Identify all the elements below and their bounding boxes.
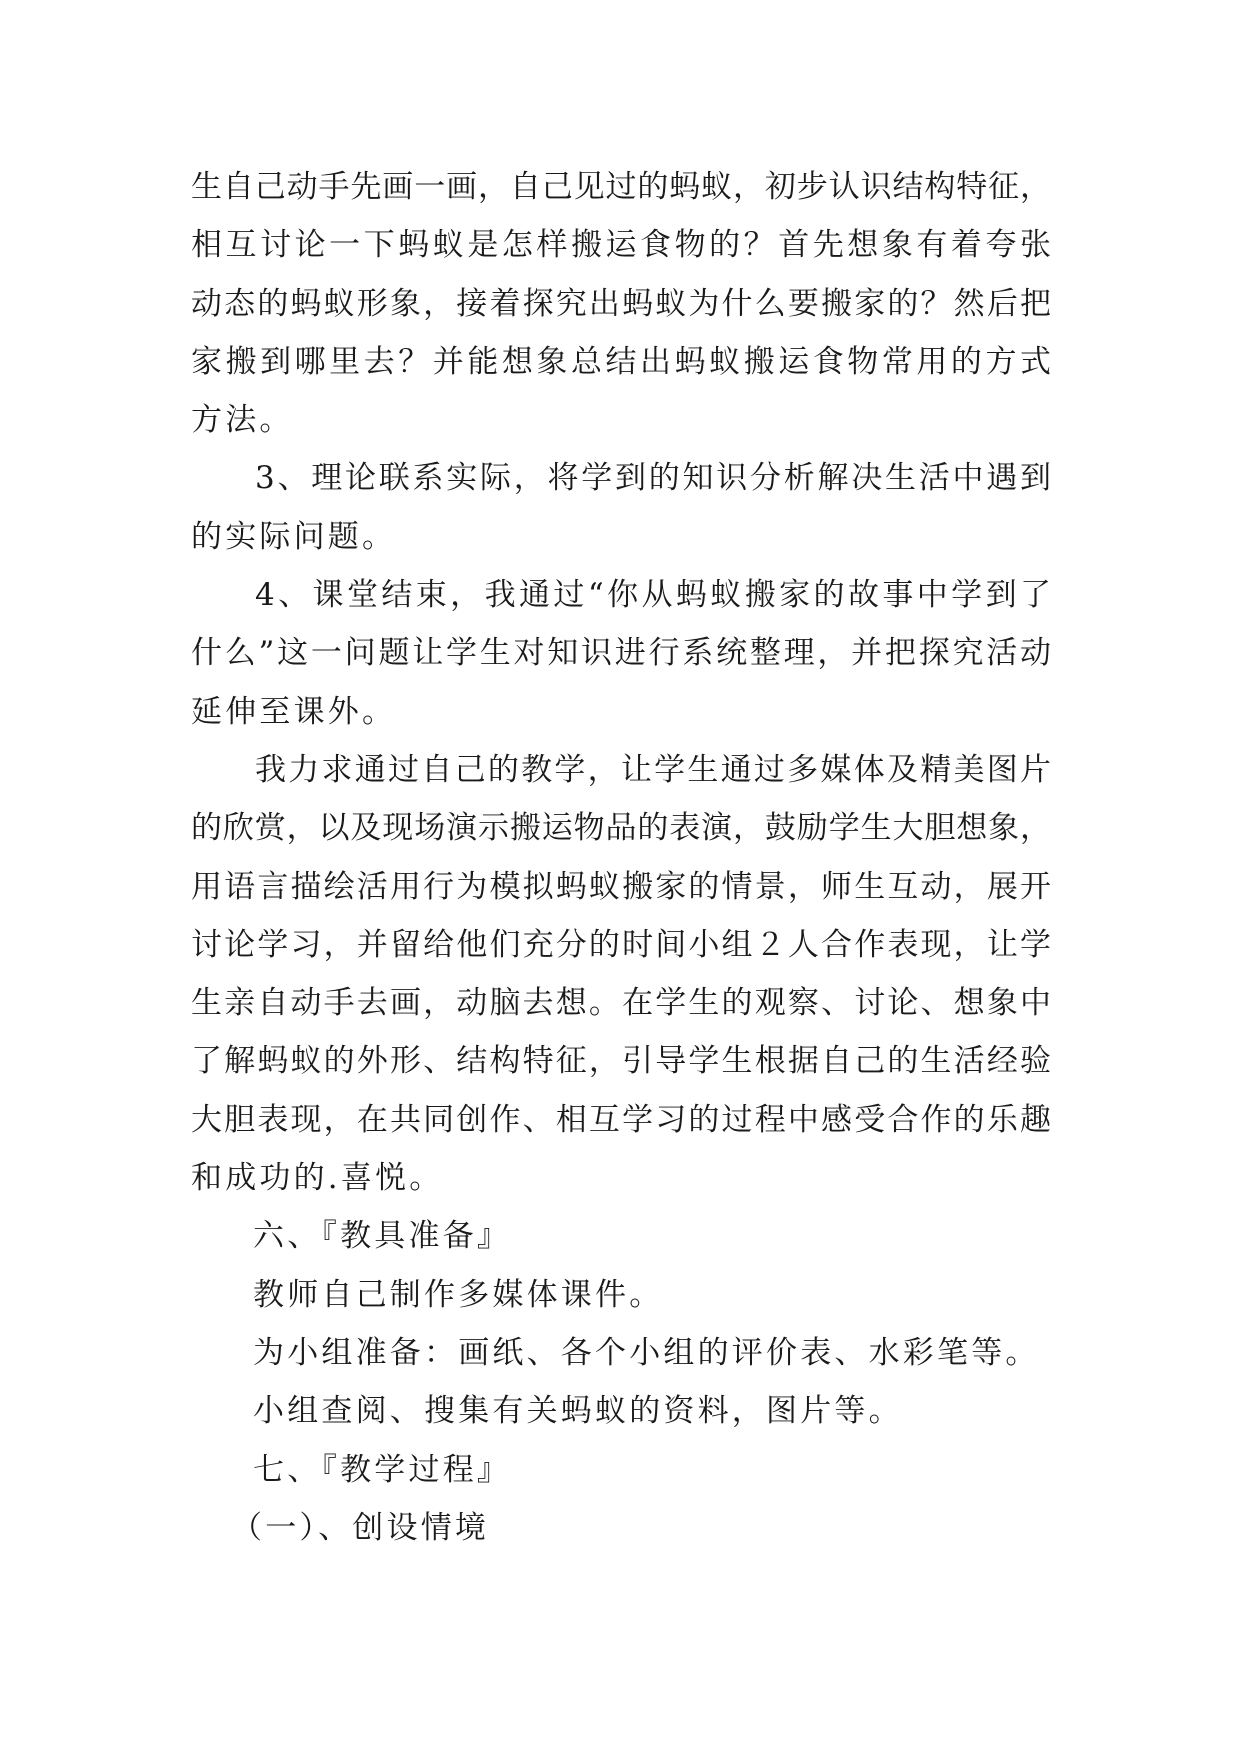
document-body (191, 158, 1051, 1557)
section-heading: 六、『教具准备』 (253, 1218, 512, 1255)
text-line: 的实际问题。 (191, 518, 397, 555)
list-item: 为小组准备：画纸、各个小组的评价表、水彩笔等。 (253, 1334, 1040, 1371)
paragraph-p2 (191, 449, 1051, 566)
text-line: 生自己动手先画一画，自己见过的蚂蚁，初步认识结构特征， (191, 169, 1051, 205)
text-line: 用语言描绘活用行为模拟蚂蚁搬家的情景，师生互动，展开 (191, 868, 1051, 905)
text-line: 3、理论联系实际，将学到的知识分析解决生活中遇到 (255, 460, 1051, 497)
text-line: 讨论学习，并留给他们充分的时间小组２人合作表现，让学 (191, 926, 1051, 963)
text-line: 4、课堂结束，我通过“你从蚂蚁搬家的故事中学到了 (255, 577, 1051, 614)
text-line: 的欣赏，以及现场演示搬运物品的表演，鼓励学生大胆想象， (191, 810, 1051, 847)
section-heading: 七、『教学过程』 (253, 1451, 512, 1488)
text-line: 家搬到哪里去？并能想象总结出蚂蚁搬运食物常用的方式 (191, 343, 1051, 380)
paragraph-p3 (191, 566, 1051, 741)
subsection-heading: （一）、创设情境 (231, 1509, 490, 1546)
section-teaching-process (191, 1441, 1051, 1558)
text-line: 了解蚂蚁的外形、结构特征，引导学生根据自己的生活经验 (191, 1043, 1051, 1080)
text-line: 相互讨论一下蚂蚁是怎样搬运食物的？首先想象有着夸张 (191, 227, 1051, 264)
text-line: 大胆表现，在共同创作、相互学习的过程中感受合作的乐趣 (191, 1101, 1051, 1138)
text-line: 方法。 (191, 402, 294, 439)
text-line: 动态的蚂蚁形象，接着探究出蚂蚁为什么要搬家的？然后把 (191, 285, 1051, 322)
list-item: 教师自己制作多媒体课件。 (253, 1276, 664, 1313)
text-line: 我力求通过自己的教学，让学生通过多媒体及精美图片 (255, 751, 1051, 788)
text-line: 生亲自动手去画，动脑去想。在学生的观察、讨论、想象中 (191, 985, 1051, 1022)
text-line: 延伸至课外。 (191, 693, 397, 730)
paragraph-p1 (191, 158, 1051, 449)
list-item: 小组查阅、搜集有关蚂蚁的资料，图片等。 (253, 1393, 903, 1430)
text-line: 什么”这一问题让学生对知识进行系统整理，并把探究活动 (191, 635, 1051, 672)
section-teaching-aids (191, 1207, 1051, 1440)
paragraph-p4 (191, 741, 1051, 1207)
text-line: 和成功的.喜悦。 (191, 1160, 444, 1197)
